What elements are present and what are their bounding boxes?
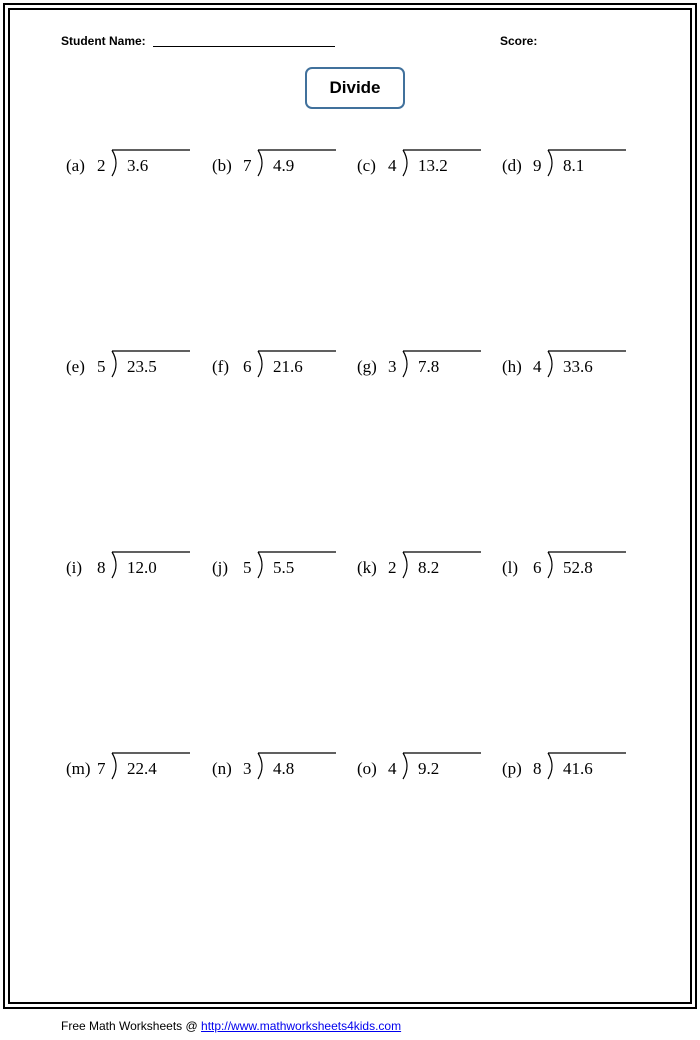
problem-divisor: 7	[243, 156, 252, 175]
problem-letter: (j)	[212, 558, 229, 577]
problem-divisor: 4	[533, 357, 542, 376]
division-problem	[502, 751, 642, 791]
problem-letter: (g)	[357, 357, 377, 376]
division-problem	[357, 550, 497, 590]
long-division-bracket-icon	[543, 148, 627, 180]
footer-text: Free Math Worksheets @	[61, 1019, 202, 1033]
division-problem	[212, 148, 352, 188]
problem-divisor: 5	[97, 357, 106, 376]
problem-dividend: 41.6	[563, 759, 593, 778]
division-problem	[502, 550, 642, 590]
division-problem	[212, 751, 352, 791]
problem-dividend: 21.6	[273, 357, 303, 376]
problem-letter: (o)	[357, 759, 377, 778]
score-label: Score:	[500, 34, 538, 48]
division-problem	[357, 349, 497, 389]
problem-dividend: 4.9	[273, 156, 295, 175]
long-division-bracket-icon	[253, 148, 337, 180]
long-division-bracket-icon	[107, 148, 191, 180]
division-problem	[66, 148, 206, 188]
problem-dividend: 7.8	[418, 357, 440, 376]
problem-dividend: 9.2	[418, 759, 440, 778]
problem-letter: (h)	[502, 357, 522, 376]
problem-letter: (b)	[212, 156, 232, 175]
problem-letter: (p)	[502, 759, 522, 778]
problem-dividend: 3.6	[127, 156, 149, 175]
long-division-bracket-icon	[253, 751, 337, 783]
problem-divisor: 7	[97, 759, 106, 778]
problem-divisor: 6	[533, 558, 542, 577]
problem-letter: (k)	[357, 558, 377, 577]
long-division-bracket-icon	[398, 751, 482, 783]
problem-divisor: 4	[388, 759, 397, 778]
student-name-line	[153, 46, 335, 47]
problem-dividend: 13.2	[418, 156, 448, 175]
problem-letter: (f)	[212, 357, 229, 376]
problem-letter: (c)	[357, 156, 376, 175]
problem-divisor: 5	[243, 558, 252, 577]
division-problem	[212, 349, 352, 389]
problem-dividend: 5.5	[273, 558, 295, 577]
worksheet-title-text: Divide	[329, 78, 381, 97]
division-problem	[502, 148, 642, 188]
problem-letter: (l)	[502, 558, 519, 577]
problem-dividend: 8.1	[563, 156, 585, 175]
problem-divisor: 8	[533, 759, 542, 778]
problem-letter: (i)	[66, 558, 83, 577]
long-division-bracket-icon	[398, 550, 482, 582]
problem-dividend: 8.2	[418, 558, 440, 577]
student-name-label: Student Name:	[61, 34, 146, 48]
problem-dividend: 33.6	[563, 357, 593, 376]
problem-divisor: 3	[388, 357, 397, 376]
problem-dividend: 12.0	[127, 558, 157, 577]
problem-divisor: 8	[97, 558, 106, 577]
division-problem	[66, 349, 206, 389]
problem-letter: (d)	[502, 156, 522, 175]
problem-letter: (e)	[66, 357, 85, 376]
problem-divisor: 2	[97, 156, 106, 175]
division-problem	[357, 148, 497, 188]
problem-divisor: 6	[243, 357, 252, 376]
long-division-bracket-icon	[253, 550, 337, 582]
problem-letter: (a)	[66, 156, 85, 175]
footer	[61, 1019, 401, 1033]
problem-divisor: 9	[533, 156, 542, 175]
problem-divisor: 4	[388, 156, 397, 175]
long-division-bracket-icon	[398, 349, 482, 381]
problem-dividend: 23.5	[127, 357, 157, 376]
problem-divisor: 2	[388, 558, 397, 577]
division-problem	[66, 751, 206, 791]
problem-dividend: 22.4	[127, 759, 157, 778]
problem-dividend: 52.8	[563, 558, 593, 577]
division-problem	[357, 751, 497, 791]
problem-dividend: 4.8	[273, 759, 295, 778]
problem-divisor: 3	[243, 759, 252, 778]
problem-letter: (n)	[212, 759, 232, 778]
worksheet-title	[305, 67, 405, 109]
problem-letter: (m)	[66, 759, 91, 778]
footer-link[interactable]: http://www.mathworksheets4kids.com	[201, 1019, 402, 1033]
division-problem	[502, 349, 642, 389]
division-problem	[66, 550, 206, 590]
division-problem	[212, 550, 352, 590]
